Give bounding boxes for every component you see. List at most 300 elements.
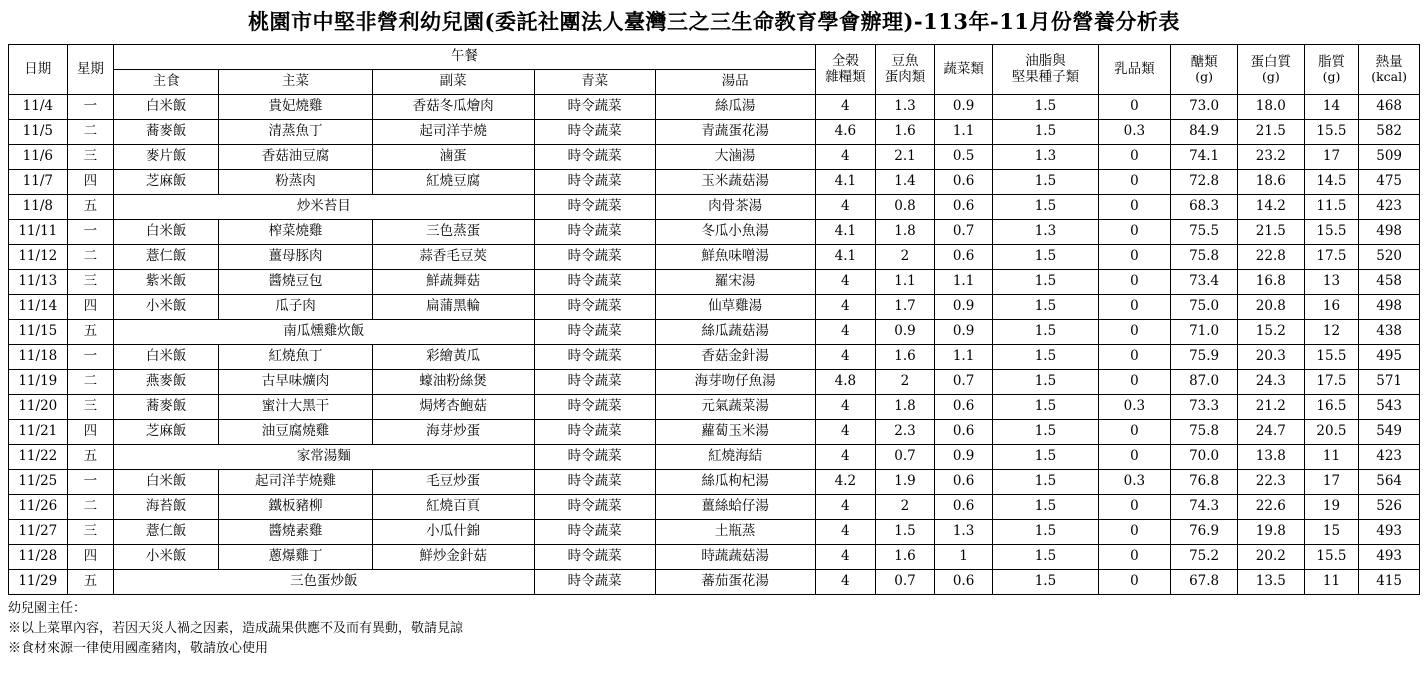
cell-bean: 2 [876,245,935,270]
cell-soup: 羅宋湯 [655,270,815,295]
cell-carb: 73.0 [1171,95,1238,120]
cell-vegetable: 時令蔬菜 [534,370,655,395]
cell-energy: 509 [1359,145,1420,170]
cell-side-dish: 扁蒲黑輪 [372,295,534,320]
cell-fat: 17 [1304,470,1359,495]
cell-vegetable: 時令蔬菜 [534,470,655,495]
cell-grain: 4 [815,395,876,420]
cell-fat: 11 [1304,445,1359,470]
cell-date: 11/20 [9,395,68,420]
cell-date: 11/12 [9,245,68,270]
cell-oil: 1.5 [993,445,1098,470]
cell-soup: 玉米蔬菇湯 [655,170,815,195]
cell-soup: 時蔬蔬菇湯 [655,545,815,570]
cell-carb: 70.0 [1171,445,1238,470]
cell-date: 11/29 [9,570,68,595]
cell-energy: 438 [1359,320,1420,345]
cell-side-dish: 滷蛋 [372,145,534,170]
table-header-row-top [9,45,1420,70]
cell-protein: 24.7 [1237,420,1304,445]
cell-fat: 15.5 [1304,345,1359,370]
header-protein [1237,45,1304,95]
table-row [9,345,1420,370]
cell-soup: 肉骨茶湯 [655,195,815,220]
cell-oil: 1.5 [993,545,1098,570]
cell-bean: 1.3 [876,95,935,120]
cell-merged-dish: 炒米苔目 [114,195,534,220]
cell-grain: 4.6 [815,120,876,145]
table-row [9,320,1420,345]
table-row [9,295,1420,320]
header-bean-line2: 蛋肉類 [884,68,926,85]
cell-energy: 423 [1359,195,1420,220]
cell-protein: 22.8 [1237,245,1304,270]
header-protein-label: 蛋白質 [1250,53,1292,70]
table-row [9,270,1420,295]
cell-weekday: 三 [67,270,113,295]
cell-energy: 468 [1359,95,1420,120]
cell-bean: 1.6 [876,545,935,570]
table-row [9,220,1420,245]
cell-weekday: 二 [67,495,113,520]
cell-grain: 4.1 [815,170,876,195]
cell-dairy: 0 [1098,295,1171,320]
cell-bean: 2 [876,495,935,520]
header-vegetable-group: 蔬菜類 [934,45,993,95]
cell-bean: 0.7 [876,570,935,595]
cell-fat: 11.5 [1304,195,1359,220]
cell-protein: 18.6 [1237,170,1304,195]
cell-oil: 1.5 [993,570,1098,595]
table-row [9,520,1420,545]
cell-weekday: 二 [67,245,113,270]
header-grain [815,45,876,95]
cell-grain: 4 [815,320,876,345]
cell-main-dish: 蜜汁大黑干 [219,395,373,420]
table-row [9,145,1420,170]
cell-fat: 19 [1304,495,1359,520]
cell-date: 11/15 [9,320,68,345]
cell-protein: 20.2 [1237,545,1304,570]
cell-date: 11/5 [9,120,68,145]
page-title: 桃園市中堅非營利幼兒園(委託社團法人臺灣三之三生命教育學會辦理)-113年-11月份營養分析表 [248,9,1180,34]
cell-oil: 1.5 [993,495,1098,520]
table-row [9,395,1420,420]
cell-weekday: 五 [67,320,113,345]
header-protein-unit: (g) [1261,69,1280,85]
cell-energy: 415 [1359,570,1420,595]
header-oil-line2: 堅果種子類 [1011,68,1080,85]
cell-staple: 薏仁飯 [114,245,219,270]
cell-oil: 1.5 [993,295,1098,320]
cell-date: 11/18 [9,345,68,370]
cell-fat: 16.5 [1304,395,1359,420]
cell-vegetable: 時令蔬菜 [534,320,655,345]
cell-oil: 1.5 [993,420,1098,445]
cell-vegetable: 時令蔬菜 [534,120,655,145]
cell-carb: 75.8 [1171,245,1238,270]
cell-weekday: 四 [67,295,113,320]
cell-weekday: 一 [67,95,113,120]
cell-soup: 大滷湯 [655,145,815,170]
cell-oil: 1.5 [993,195,1098,220]
table-row [9,95,1420,120]
cell-dairy: 0 [1098,195,1171,220]
cell-main-dish: 貴妃燒雞 [219,95,373,120]
cell-soup: 香菇金針湯 [655,345,815,370]
cell-fat: 15.5 [1304,220,1359,245]
cell-date: 11/26 [9,495,68,520]
cell-dairy: 0 [1098,495,1171,520]
cell-fat: 17.5 [1304,370,1359,395]
cell-protein: 21.5 [1237,220,1304,245]
header-oil-nuts [993,45,1098,95]
cell-soup: 蘿蔔玉米湯 [655,420,815,445]
cell-energy: 526 [1359,495,1420,520]
cell-side-dish: 鮮炒金針菇 [372,545,534,570]
cell-grain: 4.8 [815,370,876,395]
cell-oil: 1.3 [993,220,1098,245]
cell-veg-group: 0.7 [934,370,993,395]
cell-soup: 紅燒海結 [655,445,815,470]
cell-energy: 520 [1359,245,1420,270]
cell-date: 11/11 [9,220,68,245]
cell-veg-group: 0.6 [934,495,993,520]
cell-oil: 1.3 [993,145,1098,170]
cell-grain: 4 [815,520,876,545]
cell-weekday: 五 [67,570,113,595]
table-row [9,570,1420,595]
header-bean-fish-egg-meat [876,45,935,95]
cell-weekday: 三 [67,145,113,170]
cell-grain: 4.1 [815,220,876,245]
cell-weekday: 三 [67,395,113,420]
cell-bean: 1.5 [876,520,935,545]
cell-protein: 21.5 [1237,120,1304,145]
cell-staple: 白米飯 [114,345,219,370]
cell-veg-group: 0.6 [934,395,993,420]
cell-carb: 73.4 [1171,270,1238,295]
cell-carb: 75.8 [1171,420,1238,445]
cell-veg-group: 0.9 [934,295,993,320]
cell-protein: 18.0 [1237,95,1304,120]
cell-soup: 元氣蔬菜湯 [655,395,815,420]
cell-vegetable: 時令蔬菜 [534,295,655,320]
cell-dairy: 0 [1098,170,1171,195]
footer-note-1: ※以上菜單內容，若因天災人禍之因素，造成蔬果供應不及而有異動，敬請見諒 [8,621,464,637]
cell-main-dish: 鐵板豬柳 [219,495,373,520]
cell-staple: 海苔飯 [114,495,219,520]
cell-merged-dish: 家常湯麵 [114,445,534,470]
cell-carb: 73.3 [1171,395,1238,420]
cell-date: 11/13 [9,270,68,295]
cell-carb: 75.9 [1171,345,1238,370]
cell-veg-group: 0.5 [934,145,993,170]
cell-staple: 小米飯 [114,545,219,570]
cell-staple: 芝麻飯 [114,170,219,195]
cell-energy: 571 [1359,370,1420,395]
cell-dairy: 0 [1098,95,1171,120]
header-energy-unit: (kcal) [1371,69,1408,85]
cell-bean: 1.6 [876,120,935,145]
cell-grain: 4 [815,445,876,470]
cell-main-dish: 粉蒸肉 [219,170,373,195]
cell-veg-group: 0.9 [934,445,993,470]
cell-main-dish: 醬燒素雞 [219,520,373,545]
cell-carb: 75.2 [1171,545,1238,570]
cell-bean: 0.7 [876,445,935,470]
cell-dairy: 0 [1098,420,1171,445]
cell-protein: 20.8 [1237,295,1304,320]
cell-dairy: 0 [1098,245,1171,270]
header-fat [1304,45,1359,95]
cell-main-dish: 醬燒豆包 [219,270,373,295]
cell-side-dish: 小瓜什錦 [372,520,534,545]
cell-main-dish: 香菇油豆腐 [219,145,373,170]
cell-staple: 麥片飯 [114,145,219,170]
table-row [9,170,1420,195]
table-row [9,420,1420,445]
header-lunch: 午餐 [114,45,815,70]
cell-fat: 13 [1304,270,1359,295]
cell-vegetable: 時令蔬菜 [534,395,655,420]
cell-soup: 薑絲蛤仔湯 [655,495,815,520]
cell-carb: 75.5 [1171,220,1238,245]
table-row [9,445,1420,470]
cell-staple: 薏仁飯 [114,520,219,545]
cell-energy: 498 [1359,295,1420,320]
header-bean-line1: 豆魚 [891,52,919,69]
cell-side-dish: 蒜香毛豆莢 [372,245,534,270]
cell-protein: 21.2 [1237,395,1304,420]
cell-carb: 76.8 [1171,470,1238,495]
cell-date: 11/14 [9,295,68,320]
cell-protein: 19.8 [1237,520,1304,545]
cell-soup: 絲瓜蔬菇湯 [655,320,815,345]
cell-date: 11/19 [9,370,68,395]
header-fat-label: 脂質 [1317,53,1345,70]
cell-side-dish: 香菇冬瓜燴肉 [372,95,534,120]
cell-grain: 4 [815,270,876,295]
cell-energy: 495 [1359,345,1420,370]
header-main-dish: 主菜 [219,70,373,95]
cell-dairy: 0 [1098,345,1171,370]
cell-carb: 76.9 [1171,520,1238,545]
cell-oil: 1.5 [993,345,1098,370]
cell-bean: 1.4 [876,170,935,195]
cell-vegetable: 時令蔬菜 [534,220,655,245]
cell-bean: 0.9 [876,320,935,345]
cell-soup: 青蔬蛋花湯 [655,120,815,145]
cell-staple: 燕麥飯 [114,370,219,395]
cell-staple: 白米飯 [114,220,219,245]
cell-bean: 2.3 [876,420,935,445]
cell-staple: 蕎麥飯 [114,395,219,420]
cell-energy: 564 [1359,470,1420,495]
cell-vegetable: 時令蔬菜 [534,445,655,470]
cell-staple: 小米飯 [114,295,219,320]
cell-carb: 84.9 [1171,120,1238,145]
cell-carb: 74.1 [1171,145,1238,170]
cell-fat: 14 [1304,95,1359,120]
cell-protein: 23.2 [1237,145,1304,170]
table-body [9,95,1420,595]
cell-staple: 芝麻飯 [114,420,219,445]
cell-veg-group: 1.1 [934,120,993,145]
header-dairy: 乳品類 [1098,45,1171,95]
cell-veg-group: 0.6 [934,195,993,220]
header-carbohydrate [1171,45,1238,95]
cell-weekday: 一 [67,345,113,370]
cell-fat: 15.5 [1304,120,1359,145]
cell-veg-group: 1 [934,545,993,570]
table-row [9,545,1420,570]
cell-oil: 1.5 [993,320,1098,345]
header-energy-label: 熱量 [1375,53,1403,70]
cell-grain: 4 [815,95,876,120]
cell-date: 11/4 [9,95,68,120]
header-fat-unit: (g) [1322,69,1341,85]
cell-protein: 13.8 [1237,445,1304,470]
cell-protein: 13.5 [1237,570,1304,595]
cell-side-dish: 三色蒸蛋 [372,220,534,245]
cell-side-dish: 蠔油粉絲煲 [372,370,534,395]
cell-oil: 1.5 [993,470,1098,495]
cell-dairy: 0 [1098,545,1171,570]
header-side-dish: 副菜 [372,70,534,95]
cell-veg-group: 0.6 [934,170,993,195]
cell-soup: 絲瓜湯 [655,95,815,120]
cell-oil: 1.5 [993,95,1098,120]
cell-protein: 16.8 [1237,270,1304,295]
cell-grain: 4 [815,295,876,320]
cell-bean: 1.8 [876,220,935,245]
cell-protein: 22.6 [1237,495,1304,520]
cell-energy: 543 [1359,395,1420,420]
cell-veg-group: 0.9 [934,95,993,120]
cell-side-dish: 彩繪黃瓜 [372,345,534,370]
cell-bean: 1.6 [876,345,935,370]
cell-protein: 22.3 [1237,470,1304,495]
cell-veg-group: 0.6 [934,470,993,495]
cell-veg-group: 0.9 [934,320,993,345]
cell-carb: 72.8 [1171,170,1238,195]
cell-vegetable: 時令蔬菜 [534,195,655,220]
cell-dairy: 0.3 [1098,120,1171,145]
cell-dairy: 0 [1098,370,1171,395]
cell-veg-group: 0.6 [934,420,993,445]
header-date: 日期 [9,45,68,95]
cell-dairy: 0.3 [1098,395,1171,420]
cell-energy: 582 [1359,120,1420,145]
cell-staple: 白米飯 [114,470,219,495]
cell-veg-group: 0.7 [934,220,993,245]
cell-bean: 1.7 [876,295,935,320]
cell-energy: 493 [1359,545,1420,570]
cell-grain: 4 [815,195,876,220]
cell-staple: 紫米飯 [114,270,219,295]
cell-soup: 土瓶蒸 [655,520,815,545]
cell-energy: 549 [1359,420,1420,445]
cell-vegetable: 時令蔬菜 [534,570,655,595]
table-row [9,195,1420,220]
cell-soup: 蕃茄蛋花湯 [655,570,815,595]
cell-oil: 1.5 [993,395,1098,420]
table-row [9,495,1420,520]
cell-weekday: 四 [67,170,113,195]
cell-fat: 15 [1304,520,1359,545]
cell-soup: 絲瓜枸杞湯 [655,470,815,495]
cell-date: 11/7 [9,170,68,195]
cell-fat: 14.5 [1304,170,1359,195]
cell-weekday: 四 [67,545,113,570]
cell-vegetable: 時令蔬菜 [534,270,655,295]
cell-fat: 17.5 [1304,245,1359,270]
cell-side-dish: 焗烤杏鮑菇 [372,395,534,420]
cell-grain: 4.1 [815,245,876,270]
cell-fat: 16 [1304,295,1359,320]
header-oil-line1: 油脂與 [1025,52,1066,69]
cell-energy: 498 [1359,220,1420,245]
cell-oil: 1.5 [993,370,1098,395]
cell-veg-group: 1.1 [934,270,993,295]
cell-date: 11/28 [9,545,68,570]
cell-merged-dish: 南瓜燻雞炊飯 [114,320,534,345]
cell-protein: 14.2 [1237,195,1304,220]
cell-energy: 423 [1359,445,1420,470]
header-carb-label: 醣類 [1190,53,1218,70]
cell-bean: 1.1 [876,270,935,295]
cell-grain: 4 [815,345,876,370]
cell-date: 11/27 [9,520,68,545]
cell-main-dish: 清蒸魚丁 [219,120,373,145]
header-vegetable: 青菜 [534,70,655,95]
cell-main-dish: 薑母豚肉 [219,245,373,270]
cell-main-dish: 古早味爌肉 [219,370,373,395]
cell-weekday: 四 [67,420,113,445]
menu-nutrition-table [8,44,1420,595]
table-row [9,120,1420,145]
cell-grain: 4 [815,145,876,170]
principal-signature-line: 幼兒園主任： [8,601,87,616]
table-row [9,245,1420,270]
cell-grain: 4.2 [815,470,876,495]
cell-fat: 12 [1304,320,1359,345]
cell-weekday: 二 [67,120,113,145]
cell-vegetable: 時令蔬菜 [534,170,655,195]
cell-bean: 2.1 [876,145,935,170]
cell-dairy: 0.3 [1098,470,1171,495]
cell-main-dish: 紅燒魚丁 [219,345,373,370]
cell-vegetable: 時令蔬菜 [534,245,655,270]
cell-bean: 1.8 [876,395,935,420]
cell-weekday: 五 [67,445,113,470]
table-row [9,370,1420,395]
cell-staple: 蕎麥飯 [114,120,219,145]
cell-carb: 74.3 [1171,495,1238,520]
cell-main-dish: 起司洋芋燒雞 [219,470,373,495]
cell-carb: 87.0 [1171,370,1238,395]
header-soup: 湯品 [655,70,815,95]
cell-protein: 20.3 [1237,345,1304,370]
cell-bean: 1.9 [876,470,935,495]
cell-oil: 1.5 [993,270,1098,295]
cell-merged-dish: 三色蛋炒飯 [114,570,534,595]
cell-weekday: 一 [67,470,113,495]
cell-dairy: 0 [1098,320,1171,345]
header-weekday: 星期 [67,45,113,95]
cell-veg-group: 0.6 [934,570,993,595]
